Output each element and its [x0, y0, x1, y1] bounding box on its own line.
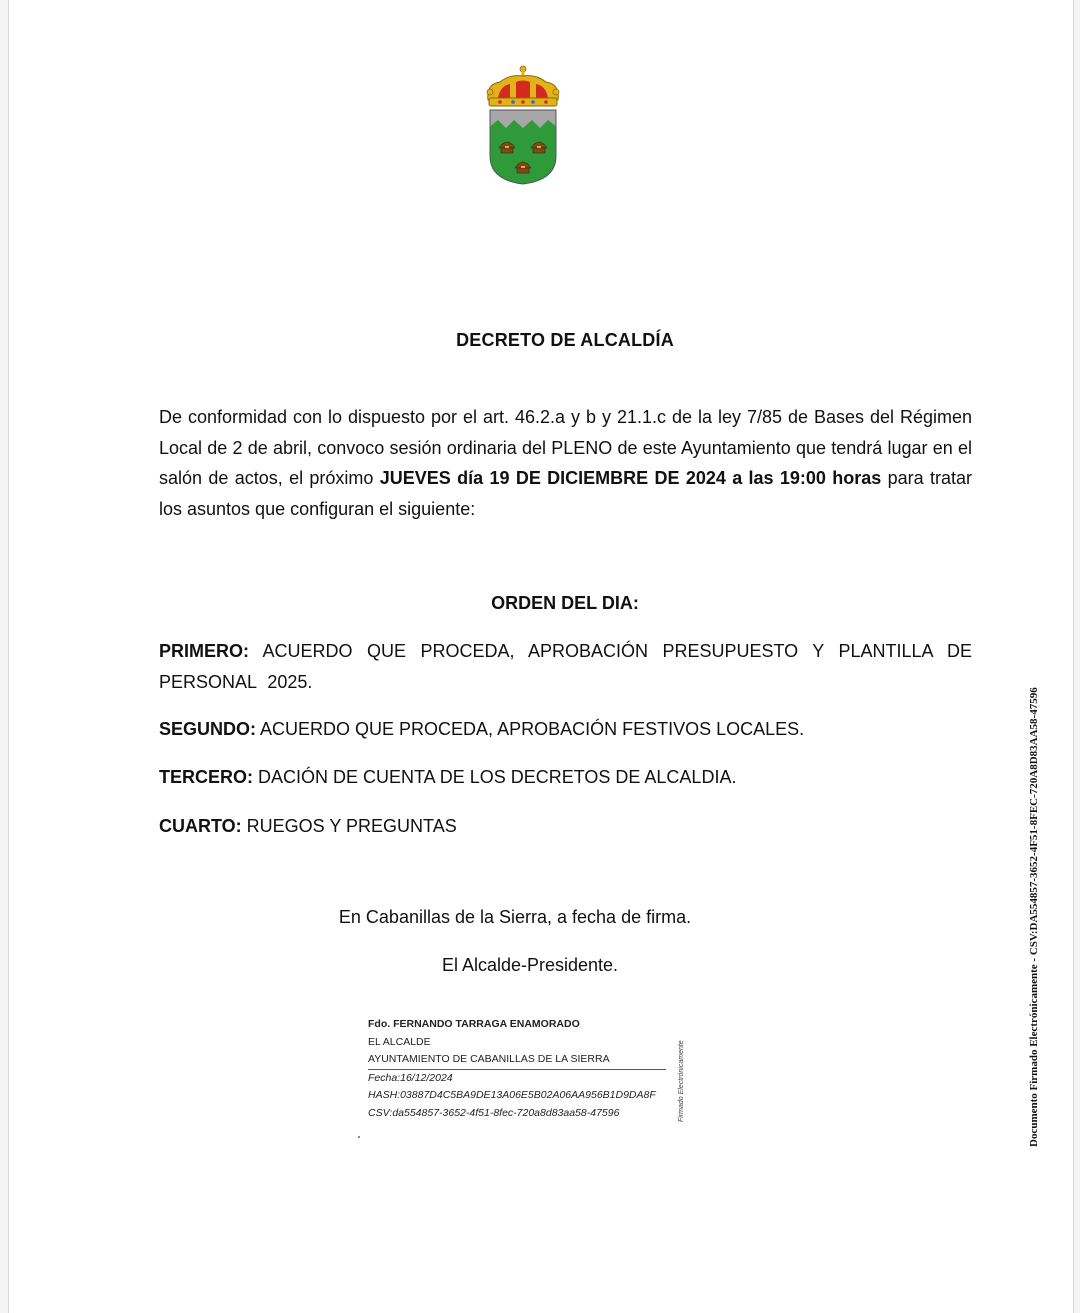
signer-position: EL ALCALDE: [368, 1035, 431, 1048]
signature-side-text: Firmado Electrónicamente: [678, 1040, 685, 1122]
session-datetime: JUEVES día 19 DE DICIEMBRE DE 2024 a las 19:00 horas: [379, 468, 882, 488]
document-title: DECRETO DE ALCALDÍA: [456, 330, 674, 350]
agenda-heading: ORDEN DEL DIA:: [491, 593, 639, 613]
agenda-item: [159, 714, 972, 745]
signature-hash: HASH:03887D4C5BA9DE13A06E5B02A06AA956B1D9DA8F: [368, 1089, 656, 1101]
agenda-item-label: TERCERO:: [159, 767, 253, 787]
agenda-item-text: ACUERDO QUE PROCEDA, APROBACIÓN FESTIVOS LOCALES.: [256, 719, 805, 739]
signature-side-label: [676, 1028, 688, 1124]
agenda-item: [159, 762, 972, 793]
intro-paragraph: [159, 402, 972, 524]
place-and-date: En Cabanillas de la Sierra, a fecha de firma.: [338, 907, 692, 927]
agenda-item: [159, 811, 972, 842]
agenda-item-text: RUEGOS Y PREGUNTAS: [241, 816, 457, 836]
agenda-item: [159, 636, 972, 697]
signer-role: El Alcalde-Presidente.: [441, 955, 619, 975]
signature-mark: [358, 1136, 360, 1138]
signer-organization: AYUNTAMIENTO DE CABANILLAS DE LA SIERRA: [368, 1051, 666, 1070]
agenda-item-label: SEGUNDO:: [159, 719, 257, 739]
verification-sidebar: [1026, 625, 1044, 1150]
agenda-item-text: ACUERDO QUE PROCEDA, APROBACIÓN PRESUPUESTO Y PLANTILLA DE PERSONAL 2025.: [159, 641, 972, 692]
verification-csv-text: Documento Firmado Electrónicamente - CSV:DA554857-3652-4F51-8FEC-720A8D83AA58-47596: [1028, 687, 1040, 1147]
intro-text-end: para tratar los asuntos que configuran el siguiente:: [159, 468, 972, 519]
intro-text: De conformidad con lo dispuesto por el art. 46.2.a y b y 21.1.c de la ley 7/85 de Bases del Régimen Local de 2 de abril, convoco sesión ordinaria del PLENO de este Ayuntamiento que tendrá lugar en el salón de actos, el próximo: [159, 407, 972, 488]
signature-csv: CSV:da554857-3652-4f51-8fec-720a8d83aa58-47596: [368, 1106, 620, 1119]
signature-date: Fecha:16/12/2024: [368, 1071, 453, 1084]
signer-name: Fdo. FERNANDO TARRAGA ENAMORADO: [368, 1018, 580, 1030]
agenda-item-label: PRIMERO:: [159, 641, 249, 661]
electronic-signature-block: [368, 1016, 668, 1122]
municipal-coat-of-arms-icon: [480, 62, 566, 186]
agenda-item-text: DACIÓN DE CUENTA DE LOS DECRETOS DE ALCALDIA.: [253, 767, 737, 787]
agenda-item-label: CUARTO:: [159, 816, 242, 836]
